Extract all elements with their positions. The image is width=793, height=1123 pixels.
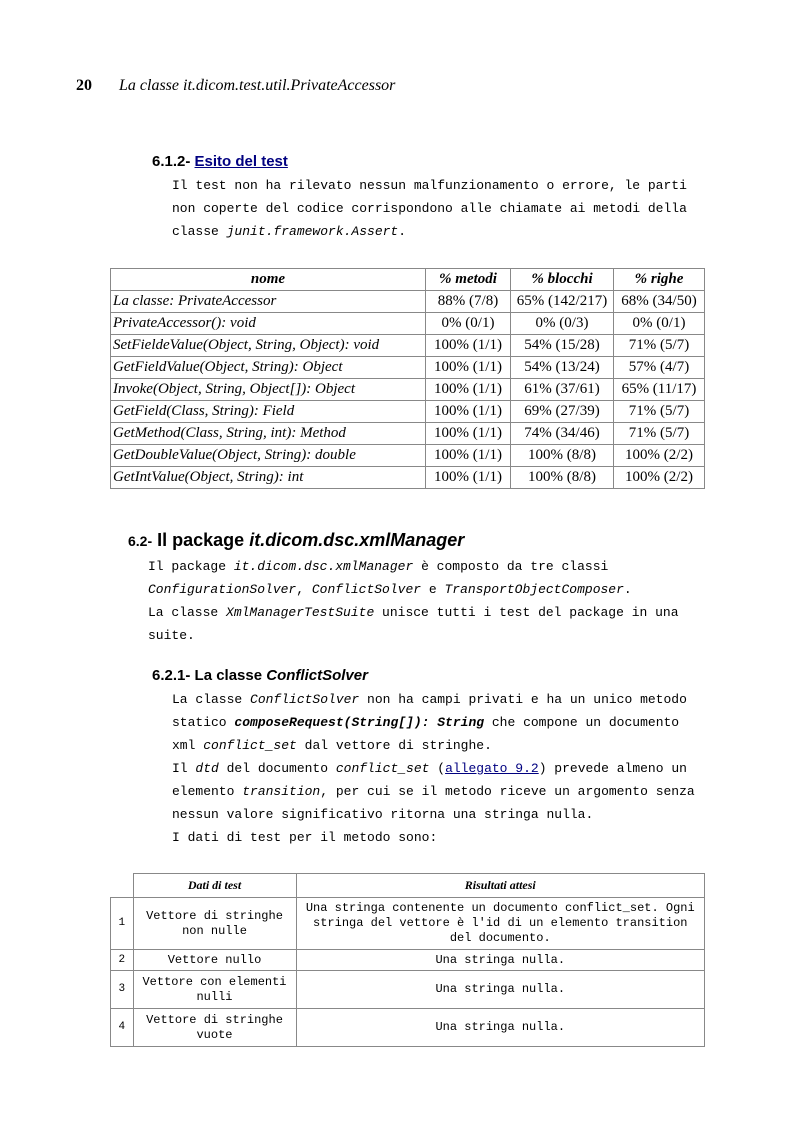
cell-result: Una stringa contenente un documento conflict_set. Ogni stringa del vettore è l'id di un elemento transition del documento. [296, 898, 705, 950]
class-reference: ConflictSolver [311, 582, 422, 597]
text-segment: classe [172, 224, 227, 239]
section-title: Il package [157, 530, 250, 550]
text-segment: che compone un documento [484, 715, 680, 730]
text-segment: La classe [148, 605, 227, 620]
cell-metodi: 100% (1/1) [426, 357, 511, 379]
row-index: 1 [111, 898, 134, 950]
paragraph-line [148, 578, 679, 601]
column-header: nome [111, 269, 426, 291]
page-number: 20 [76, 77, 92, 94]
cell-blocchi: 74% (34/46) [511, 423, 614, 445]
package-paragraph [148, 555, 679, 647]
cell-name: SetFieldeValue(Object, String, Object): void [111, 335, 426, 357]
table-row [111, 357, 705, 379]
table-header-row [111, 269, 705, 291]
text-segment: ) prevede almeno un [538, 761, 687, 776]
class-reference: ConflictSolver [250, 692, 360, 707]
cell-metodi: 0% (0/1) [426, 313, 511, 335]
cell-blocchi: 0% (0/3) [511, 313, 614, 335]
dtd-reference: dtd [195, 761, 219, 776]
column-header: % righe [614, 269, 705, 291]
text-segment: Il package [148, 559, 234, 574]
section-heading-6-2 [128, 530, 464, 551]
method-signature: composeRequest(String[]): String [234, 715, 485, 730]
cell-input: Vettore di stringhe non nulle [133, 898, 296, 950]
cell-result: Una stringa nulla. [296, 971, 705, 1009]
table-row [111, 467, 705, 489]
cell-righe: 71% (5/7) [614, 335, 705, 357]
class-name: ConflictSolver [266, 667, 368, 684]
paragraph-line [148, 601, 679, 624]
cell-blocchi: 61% (37/61) [511, 379, 614, 401]
running-header: La classe it.dicom.test.util.PrivateAccessor [119, 77, 396, 94]
index-header [111, 874, 134, 898]
table-row [111, 335, 705, 357]
section-heading-6-2-1 [152, 667, 368, 684]
cell-righe: 100% (2/2) [614, 445, 705, 467]
paragraph-line: nessun valore significativo ritorna una stringa nulla. [172, 807, 594, 822]
cell-metodi: 100% (1/1) [426, 467, 511, 489]
text-segment: e [421, 582, 445, 597]
class-reference: TransportObjectComposer [444, 582, 624, 597]
package-name: it.dicom.dsc.xmlManager [249, 530, 465, 550]
table-row [111, 401, 705, 423]
paragraph-line: non coperte del codice corrispondono alle chiamate ai metodi della [172, 201, 687, 216]
text-segment: La classe [172, 692, 251, 707]
cell-metodi: 100% (1/1) [426, 445, 511, 467]
result-paragraph [172, 174, 687, 243]
text-segment: Il [172, 761, 196, 776]
cell-name: GetIntValue(Object, String): int [111, 467, 426, 489]
text-segment: . [398, 224, 407, 239]
table-row [111, 379, 705, 401]
text-segment: ( [429, 761, 446, 776]
table-row [111, 950, 705, 971]
element-reference: conflict_set [335, 761, 430, 776]
coverage-table [110, 268, 705, 489]
paragraph-line: suite. [148, 628, 195, 643]
text-segment: del documento [218, 761, 336, 776]
cell-name: GetField(Class, String): Field [111, 401, 426, 423]
paragraph-line [172, 780, 695, 803]
cell-name: La classe: PrivateAccessor [111, 291, 426, 313]
row-index: 4 [111, 1009, 134, 1047]
table-row [111, 313, 705, 335]
section-number: 6.2.1- [152, 667, 191, 684]
table-row [111, 291, 705, 313]
text-segment: dal vettore di stringhe. [296, 738, 492, 753]
cell-metodi: 100% (1/1) [426, 401, 511, 423]
class-reference: ConfigurationSolver [148, 582, 297, 597]
section-number: 6.2- [128, 533, 153, 549]
cell-metodi: 100% (1/1) [426, 335, 511, 357]
text-segment: . [623, 582, 632, 597]
paragraph-line: Il test non ha rilevato nessun malfunzionamento o errore, le parti [172, 178, 687, 193]
cell-input: Vettore nullo [133, 950, 296, 971]
package-reference: it.dicom.dsc.xmlManager [233, 559, 414, 574]
cell-name: Invoke(Object, String, Object[]): Object [111, 379, 426, 401]
cell-name: GetMethod(Class, String, int): Method [111, 423, 426, 445]
table-row [111, 445, 705, 467]
row-index: 2 [111, 950, 134, 971]
cell-metodi: 88% (7/8) [426, 291, 511, 313]
cell-result: Una stringa nulla. [296, 1009, 705, 1047]
text-segment: xml [172, 738, 204, 753]
text-segment: elemento [172, 784, 243, 799]
section-title-link[interactable]: Esito del test [194, 153, 288, 170]
cell-result: Una stringa nulla. [296, 950, 705, 971]
paragraph-line [172, 220, 687, 243]
cell-input: Vettore di stringhe vuote [133, 1009, 296, 1047]
column-header: % metodi [426, 269, 511, 291]
cell-blocchi: 54% (15/28) [511, 335, 614, 357]
cell-righe: 57% (4/7) [614, 357, 705, 379]
cell-righe: 100% (2/2) [614, 467, 705, 489]
cell-name: PrivateAccessor(): void [111, 313, 426, 335]
section-title: La classe [194, 667, 267, 684]
test-data-table [110, 873, 705, 1047]
cell-righe: 71% (5/7) [614, 401, 705, 423]
paragraph-line: I dati di test per il metodo sono: [172, 830, 438, 845]
table-row [111, 898, 705, 950]
cell-name: GetDoubleValue(Object, String): double [111, 445, 426, 467]
paragraph-line [172, 757, 695, 780]
column-header: % blocchi [511, 269, 614, 291]
text-segment: non ha campi privati e ha un unico metodo [359, 692, 687, 707]
cell-blocchi: 100% (8/8) [511, 467, 614, 489]
paragraph-line [172, 688, 695, 711]
cell-blocchi: 54% (13/24) [511, 357, 614, 379]
table-row [111, 1009, 705, 1047]
conflictsolver-paragraph [172, 688, 695, 849]
text-segment: , per cui se il metodo riceve un argomento senza [320, 784, 695, 799]
cell-input: Vettore con elementi nulli [133, 971, 296, 1009]
cell-righe: 0% (0/1) [614, 313, 705, 335]
cell-righe: 68% (34/50) [614, 291, 705, 313]
table-row [111, 971, 705, 1009]
element-reference: conflict_set [203, 738, 297, 753]
cell-blocchi: 65% (142/217) [511, 291, 614, 313]
class-reference: junit.framework.Assert [226, 224, 399, 239]
text-segment: è composto da tre classi [413, 559, 609, 574]
element-reference: transition [242, 784, 321, 799]
text-segment: statico [172, 715, 235, 730]
table-row [111, 423, 705, 445]
table-header-row [111, 874, 705, 898]
paragraph-line [148, 555, 679, 578]
text-segment: , [296, 582, 312, 597]
paragraph-line [172, 734, 695, 757]
column-header: Dati di test [133, 874, 296, 898]
class-reference: XmlManagerTestSuite [226, 605, 375, 620]
cell-metodi: 100% (1/1) [426, 379, 511, 401]
cell-righe: 71% (5/7) [614, 423, 705, 445]
section-heading-6-1-2 [152, 153, 288, 170]
cell-blocchi: 100% (8/8) [511, 445, 614, 467]
cell-righe: 65% (11/17) [614, 379, 705, 401]
column-header: Risultati attesi [296, 874, 705, 898]
row-index: 3 [111, 971, 134, 1009]
appendix-link[interactable]: allegato 9.2 [445, 761, 539, 776]
section-number: 6.1.2- [152, 153, 191, 170]
text-segment: unisce tutti i test del package in una [374, 605, 679, 620]
cell-metodi: 100% (1/1) [426, 423, 511, 445]
paragraph-line [172, 711, 695, 734]
cell-name: GetFieldValue(Object, String): Object [111, 357, 426, 379]
cell-blocchi: 69% (27/39) [511, 401, 614, 423]
